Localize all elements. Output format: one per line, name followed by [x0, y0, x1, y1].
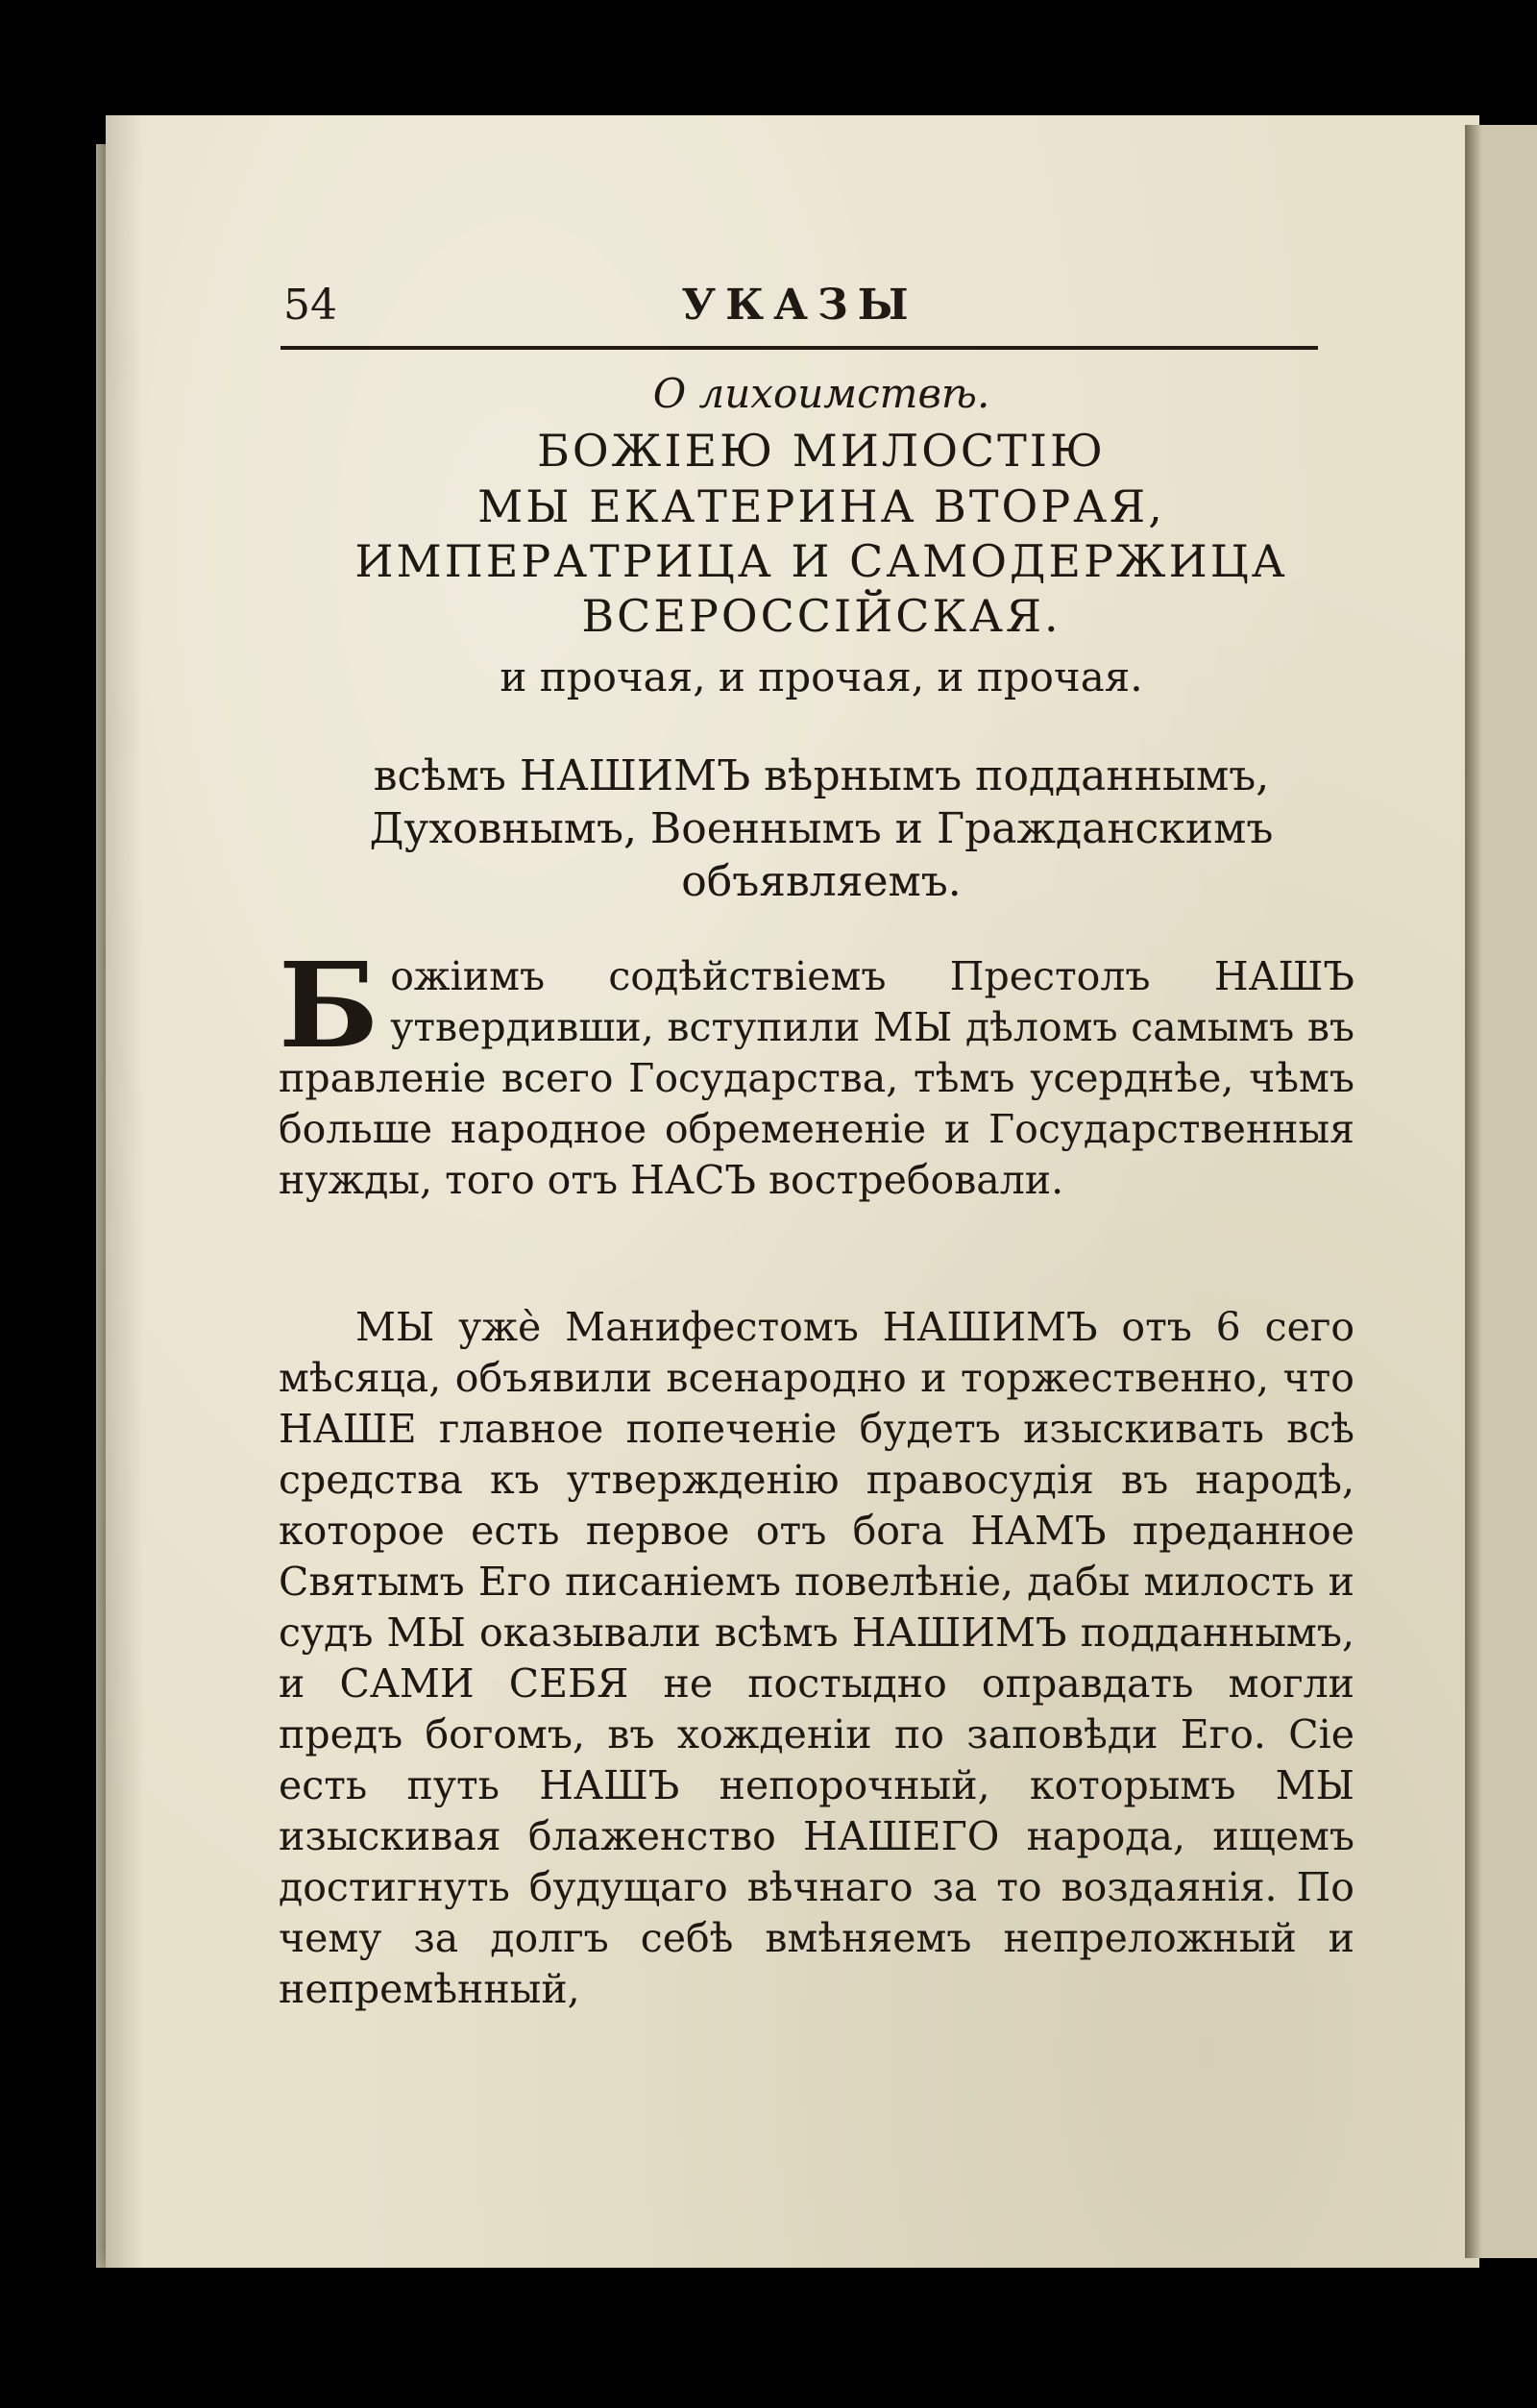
paragraph-1-text: ожіимъ содѣйствіемъ Престолъ НАШЪ утвердивши, вступили МЫ дѣломъ самымъ въ правленіе всего Государства, тѣмъ усерднѣе, чѣмъ больше народное обремененіе и Государственныя нужды, того отъ НАСЪ востребовали.: [279, 953, 1354, 1203]
paragraph-1: [279, 936, 1354, 1206]
decree-subject: О лихоимствѣ.: [652, 370, 990, 417]
running-title: УКАЗЫ: [681, 281, 918, 330]
etc-line: и прочая, и прочая, и прочая.: [500, 653, 1143, 700]
heading-line-1: БОЖІЕЮ МИЛОСТІЮ: [537, 425, 1106, 477]
paragraph-2: МЫ ужѐ Манифестомъ НАШИМЪ отъ 6 сего мѣсяца, объявили всенародно и торжественно, что НАШЕ главное попеченіе будетъ изыскивать всѣ средства къ утвержденію правосудія въ народѣ, которое есть первое отъ бога НАМЪ преданное Святымъ Его писаніемъ повелѣніе, дабы милость и судъ МЫ оказывали всѣмъ НАШИМЪ подданнымъ, и САМИ СЕБЯ не постыдно оправдать могли предъ богомъ, въ хожденіи по заповѣди Его. Сіе есть путь НАШЪ непорочный, которымъ МЫ изыскивая блаженство НАШЕГО народа, ищемъ достигнуть будущаго вѣчнаго за то воздаянія. По чему за долгъ себѣ вмѣняемъ непреложный и непремѣнный,: [279, 1304, 1354, 2012]
drop-cap: Б: [279, 936, 379, 1074]
heading-line-3: ИМПЕРАТРИЦА И САМОДЕРЖИЦА: [354, 535, 1288, 587]
running-head: [283, 281, 1316, 338]
header-rule: [281, 346, 1318, 350]
heading-line-2: МЫ ЕКАТЕРИНА ВТОРАЯ,: [477, 480, 1165, 532]
address-line: всѣмъ НАШИМЪ вѣрнымъ подданнымъ, Духовнымъ, Военнымъ и Гражданскимъ объявляемъ.: [369, 751, 1274, 906]
page-number: 54: [283, 281, 337, 330]
heading-line-4: ВСЕРОССІЙСКАЯ.: [581, 590, 1061, 642]
facing-page-edge: [1465, 125, 1537, 2258]
